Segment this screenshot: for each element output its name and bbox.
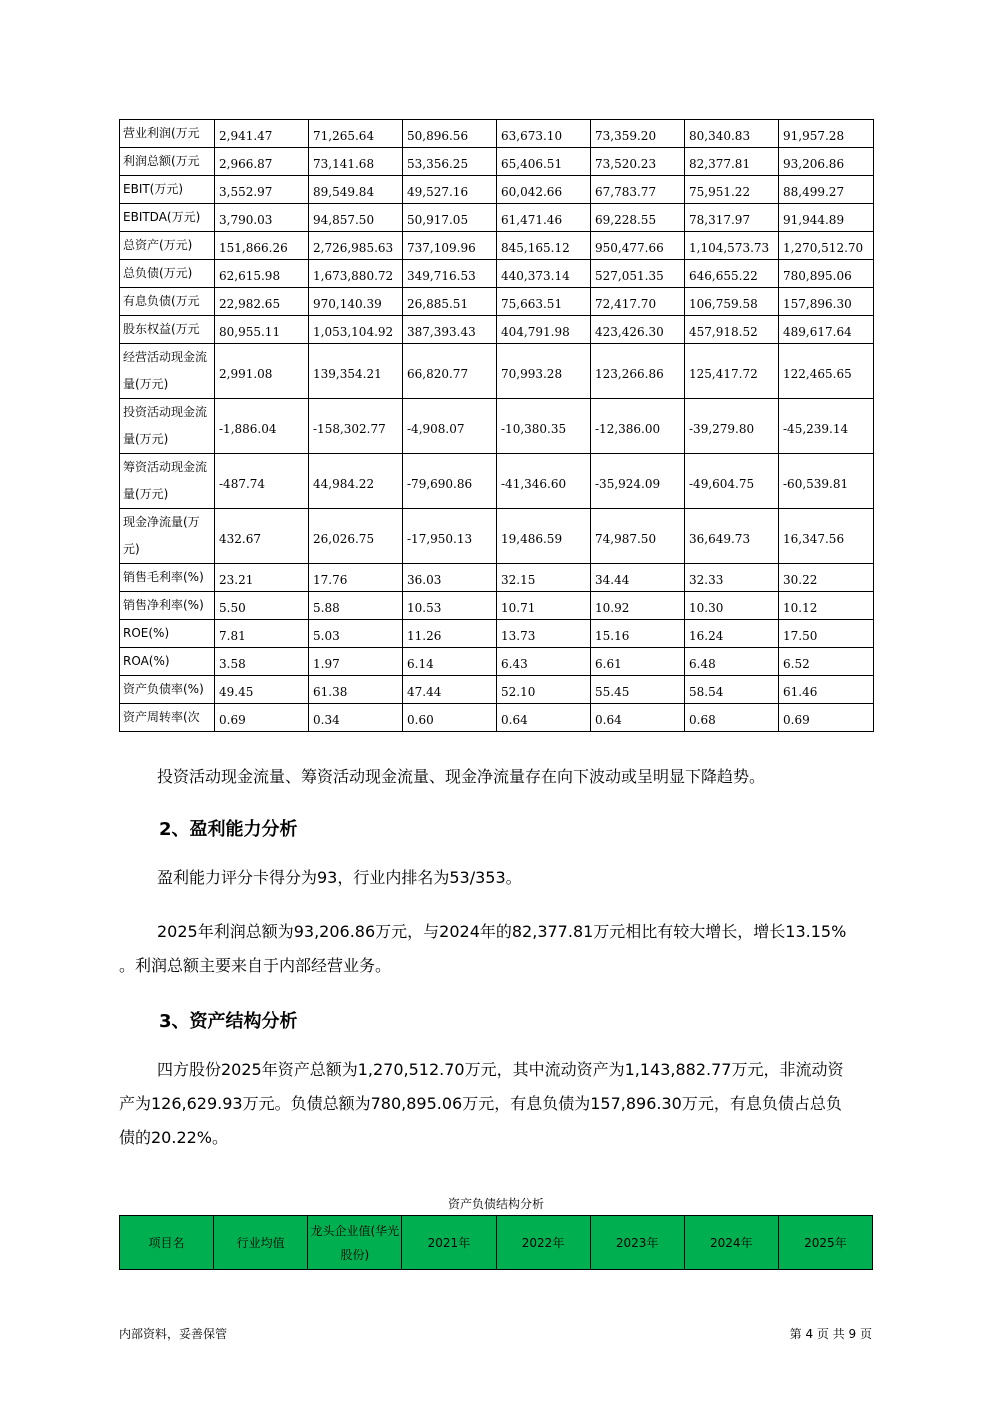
header-cell: 项目名: [120, 1216, 214, 1270]
table-cell: -17,950.13: [403, 509, 497, 564]
table-row: [120, 564, 874, 592]
trend-paragraph: 投资活动现金流量、筹资活动现金流量、现金净流量存在向下波动或呈明显下降趋势。: [157, 767, 766, 786]
table-cell: 61.38: [309, 676, 403, 704]
table-row: [120, 704, 874, 732]
profit-score-paragraph: 盈利能力评分卡得分为93，行业内排名为53/353。: [157, 868, 522, 887]
table-cell: 122,465.65: [779, 344, 874, 399]
table-cell: 78,317.97: [685, 204, 779, 232]
table-cell: 47.44: [403, 676, 497, 704]
table-cell: 123,266.86: [591, 344, 685, 399]
table-cell: 58.54: [685, 676, 779, 704]
table-cell: -60,539.81: [779, 454, 874, 509]
table-cell: 457,918.52: [685, 316, 779, 344]
table-cell: 70,993.28: [497, 344, 591, 399]
table-cell: 6.43: [497, 648, 591, 676]
balance-structure-table: [119, 1215, 873, 1270]
table-cell: 62,615.98: [215, 260, 309, 288]
table-cell: 432.67: [215, 509, 309, 564]
table-cell: 5.50: [215, 592, 309, 620]
financial-indicators-table: [119, 119, 874, 732]
table-cell: 50,917.05: [403, 204, 497, 232]
table-cell: 10.30: [685, 592, 779, 620]
table-cell: 19,486.59: [497, 509, 591, 564]
table-cell: 23.21: [215, 564, 309, 592]
table-cell: 349,716.53: [403, 260, 497, 288]
table-cell: 3,790.03: [215, 204, 309, 232]
row-label: 经营活动现金流量(万元): [120, 344, 215, 399]
table-cell: 157,896.30: [779, 288, 874, 316]
table-row: [120, 676, 874, 704]
table-cell: 10.92: [591, 592, 685, 620]
table-cell: 88,499.27: [779, 176, 874, 204]
table-cell: -35,924.09: [591, 454, 685, 509]
table-cell: 1,104,573.73: [685, 232, 779, 260]
table-cell: 61,471.46: [497, 204, 591, 232]
table-cell: -10,380.35: [497, 399, 591, 454]
row-label: 筹资活动现金流量(万元): [120, 454, 215, 509]
table-cell: 646,655.22: [685, 260, 779, 288]
table-row: [120, 648, 874, 676]
table-cell: 61.46: [779, 676, 874, 704]
table-cell: 6.61: [591, 648, 685, 676]
row-label: EBITDA(万元): [120, 204, 215, 232]
table-cell: 60,042.66: [497, 176, 591, 204]
table-cell: 106,759.58: [685, 288, 779, 316]
table-header-row: [120, 1216, 873, 1270]
table-cell: 780,895.06: [779, 260, 874, 288]
asset-structure-paragraph: 四方股份2025年资产总额为1,270,512.70万元，其中流动资产为1,143,882.77万元，非流动资 产为126,629.93万元。负债总额为780,895.06万元，有息负债为157,896.30万元，有息负债占总负 债的20.22%。: [119, 1060, 844, 1147]
table-cell: 52.10: [497, 676, 591, 704]
table-cell: 93,206.86: [779, 148, 874, 176]
table-cell: -41,346.60: [497, 454, 591, 509]
table-cell: 49.45: [215, 676, 309, 704]
row-label: EBIT(万元): [120, 176, 215, 204]
table-row: [120, 120, 874, 148]
table-cell: 1,270,512.70: [779, 232, 874, 260]
table-cell: 80,955.11: [215, 316, 309, 344]
table-cell: 13.73: [497, 620, 591, 648]
table-cell: 73,141.68: [309, 148, 403, 176]
table-row: [120, 316, 874, 344]
table-cell: 1.97: [309, 648, 403, 676]
table-cell: 845,165.12: [497, 232, 591, 260]
table-cell: 67,783.77: [591, 176, 685, 204]
table-cell: 11.26: [403, 620, 497, 648]
table-cell: 30.22: [779, 564, 874, 592]
table-cell: -45,239.14: [779, 399, 874, 454]
table-cell: 489,617.64: [779, 316, 874, 344]
table-cell: 26,885.51: [403, 288, 497, 316]
table-cell: 10.12: [779, 592, 874, 620]
table-cell: 71,265.64: [309, 120, 403, 148]
table-cell: 36.03: [403, 564, 497, 592]
table-row: [120, 592, 874, 620]
table-cell: 5.88: [309, 592, 403, 620]
table-row: [120, 454, 874, 509]
row-label: 总负债(万元): [120, 260, 215, 288]
table-row: [120, 509, 874, 564]
table-cell: 72,417.70: [591, 288, 685, 316]
table-cell: -12,386.00: [591, 399, 685, 454]
table-caption: 资产负债结构分析: [447, 1197, 544, 1211]
table-cell: 44,984.22: [309, 454, 403, 509]
table-cell: 82,377.81: [685, 148, 779, 176]
table-cell: 74,987.50: [591, 509, 685, 564]
table-cell: 2,991.08: [215, 344, 309, 399]
table-cell: 2,726,985.63: [309, 232, 403, 260]
table-cell: 423,426.30: [591, 316, 685, 344]
table-cell: 16.24: [685, 620, 779, 648]
table-cell: 527,051.35: [591, 260, 685, 288]
table-cell: 32.33: [685, 564, 779, 592]
table-cell: 2,941.47: [215, 120, 309, 148]
table-cell: 22,982.65: [215, 288, 309, 316]
row-label: 销售毛利率(%): [120, 564, 215, 592]
table-cell: 63,673.10: [497, 120, 591, 148]
table-cell: 737,109.96: [403, 232, 497, 260]
table-cell: 3,552.97: [215, 176, 309, 204]
table-cell: -4,908.07: [403, 399, 497, 454]
table-row: [120, 399, 874, 454]
row-label: 投资活动现金流量(万元): [120, 399, 215, 454]
row-label: 有息负债(万元: [120, 288, 215, 316]
table-cell: 89,549.84: [309, 176, 403, 204]
table-cell: 0.69: [215, 704, 309, 732]
table-cell: 0.64: [497, 704, 591, 732]
table-cell: 7.81: [215, 620, 309, 648]
table-cell: 10.53: [403, 592, 497, 620]
table-cell: 3.58: [215, 648, 309, 676]
table-cell: 36,649.73: [685, 509, 779, 564]
table-cell: 2,966.87: [215, 148, 309, 176]
table-cell: -158,302.77: [309, 399, 403, 454]
table-cell: 55.45: [591, 676, 685, 704]
table-cell: 66,820.77: [403, 344, 497, 399]
table-cell: 5.03: [309, 620, 403, 648]
table-cell: 69,228.55: [591, 204, 685, 232]
table-cell: 16,347.56: [779, 509, 874, 564]
table-row: [120, 288, 874, 316]
footer-page-number: 第 4 页 共 9 页: [789, 1327, 872, 1341]
header-cell: 2023年: [590, 1216, 684, 1270]
table-row: [120, 344, 874, 399]
table-cell: 0.60: [403, 704, 497, 732]
table-cell: 15.16: [591, 620, 685, 648]
table-cell: 404,791.98: [497, 316, 591, 344]
table-cell: 6.14: [403, 648, 497, 676]
table-cell: 75,951.22: [685, 176, 779, 204]
row-label: 总资产(万元): [120, 232, 215, 260]
table-cell: 91,957.28: [779, 120, 874, 148]
row-label: 资产周转率(次: [120, 704, 215, 732]
table-cell: 17.76: [309, 564, 403, 592]
header-cell: 2021年: [402, 1216, 496, 1270]
table-cell: 151,866.26: [215, 232, 309, 260]
table-cell: 32.15: [497, 564, 591, 592]
table-cell: 94,857.50: [309, 204, 403, 232]
header-cell: 2025年: [778, 1216, 872, 1270]
row-label: 资产负债率(%): [120, 676, 215, 704]
table-cell: 50,896.56: [403, 120, 497, 148]
table-cell: -79,690.86: [403, 454, 497, 509]
table-cell: 91,944.89: [779, 204, 874, 232]
footer-confidential: 内部资料，妥善保管: [119, 1327, 228, 1341]
profit-total-paragraph: 2025年利润总额为93,206.86万元，与2024年的82,377.81万元相比有较大增长，增长13.15% 。利润总额主要来自于内部经营业务。: [119, 922, 847, 975]
table-cell: 65,406.51: [497, 148, 591, 176]
table-cell: 125,417.72: [685, 344, 779, 399]
table-cell: 0.68: [685, 704, 779, 732]
table-cell: 34.44: [591, 564, 685, 592]
table-cell: 53,356.25: [403, 148, 497, 176]
table-cell: 0.64: [591, 704, 685, 732]
table-cell: -49,604.75: [685, 454, 779, 509]
header-cell: 2022年: [496, 1216, 590, 1270]
header-cell: 2024年: [684, 1216, 778, 1270]
table-row: [120, 620, 874, 648]
header-cell: 龙头企业值(华光股份): [308, 1216, 402, 1270]
row-label: 股东权益(万元: [120, 316, 215, 344]
row-label: 销售净利率(%): [120, 592, 215, 620]
table-cell: 17.50: [779, 620, 874, 648]
table-cell: 80,340.83: [685, 120, 779, 148]
table-cell: 0.34: [309, 704, 403, 732]
table-row: [120, 176, 874, 204]
row-label: ROE(%): [120, 620, 215, 648]
table-cell: 139,354.21: [309, 344, 403, 399]
table-cell: 1,053,104.92: [309, 316, 403, 344]
row-label: 现金净流量(万元): [120, 509, 215, 564]
table-cell: 26,026.75: [309, 509, 403, 564]
row-label: ROA(%): [120, 648, 215, 676]
table-cell: 950,477.66: [591, 232, 685, 260]
section-heading-asset-structure: 3、资产结构分析: [159, 1011, 298, 1032]
table-cell: -487.74: [215, 454, 309, 509]
table-row: [120, 260, 874, 288]
row-label: 利润总额(万元: [120, 148, 215, 176]
table-row: [120, 232, 874, 260]
table-cell: -1,886.04: [215, 399, 309, 454]
table-cell: 970,140.39: [309, 288, 403, 316]
header-cell: 行业均值: [214, 1216, 308, 1270]
table-row: [120, 204, 874, 232]
table-cell: 73,520.23: [591, 148, 685, 176]
table-cell: 49,527.16: [403, 176, 497, 204]
table-cell: 6.48: [685, 648, 779, 676]
row-label: 营业利润(万元: [120, 120, 215, 148]
table-cell: 0.69: [779, 704, 874, 732]
table-cell: 73,359.20: [591, 120, 685, 148]
table-cell: 10.71: [497, 592, 591, 620]
table-cell: 440,373.14: [497, 260, 591, 288]
table-cell: 1,673,880.72: [309, 260, 403, 288]
section-heading-profitability: 2、盈利能力分析: [159, 819, 298, 840]
table-row: [120, 148, 874, 176]
table-cell: 75,663.51: [497, 288, 591, 316]
table-cell: 387,393.43: [403, 316, 497, 344]
table-cell: 6.52: [779, 648, 874, 676]
table-cell: -39,279.80: [685, 399, 779, 454]
